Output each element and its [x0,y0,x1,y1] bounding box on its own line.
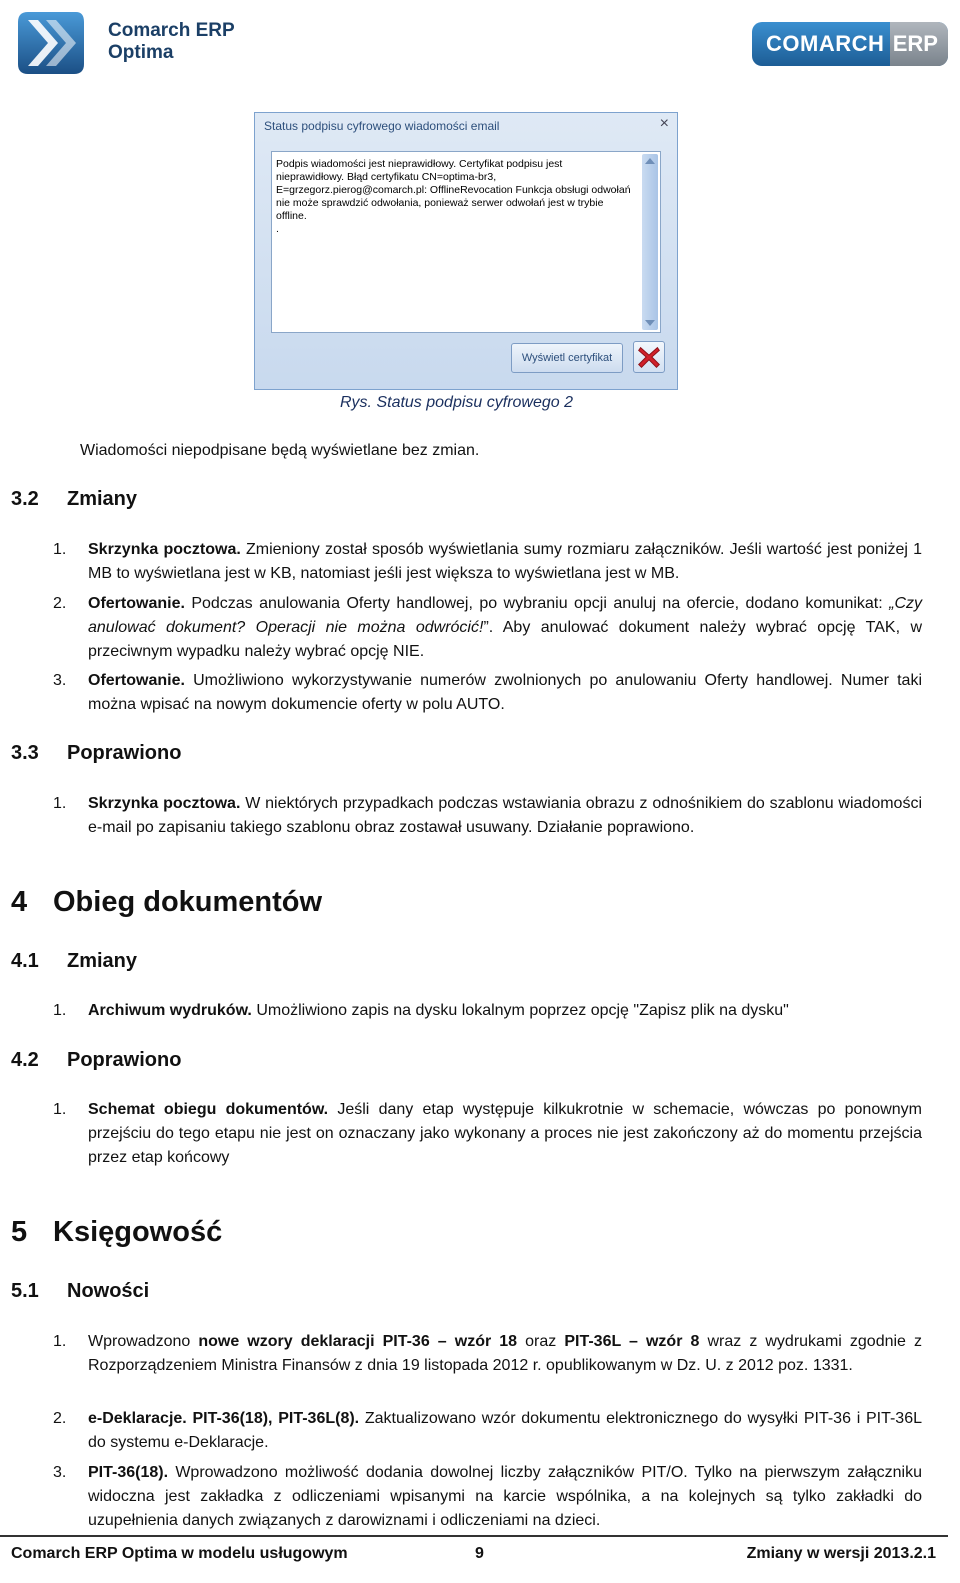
heading-5 [11,1216,223,1249]
list-item-lead: Skrzynka pocztowa. [88,795,241,812]
heading-number: 4.1 [11,950,39,972]
heading-title: Obieg dokumentów [53,886,323,918]
heading-4 [11,886,323,919]
dialog-message-box [271,151,661,333]
list-item-lead: Ofertowanie. [88,672,185,689]
footer-page-number: 9 [475,1545,484,1562]
scroll-down-icon[interactable] [645,320,655,326]
heading-title: Zmiany [67,950,138,972]
heading-title: Zmiany [67,488,138,510]
cancel-button[interactable] [633,341,665,373]
list-number: 1. [53,795,67,812]
list-item-lead: e-Deklaracje. PIT-36(18), PIT-36L(8). [88,1410,360,1427]
footer-right: Zmiany w wersji 2013.2.1 [746,1545,936,1562]
list-number: 2. [53,1410,67,1427]
list-item-lead: Ofertowanie. [88,595,185,612]
comarch-erp-optima-logo [14,8,254,78]
logo-text [108,20,235,64]
heading-number: 4 [11,886,28,918]
list-number: 3. [53,1464,67,1481]
logo-erp-text: ERP [892,31,938,56]
comarch-erp-logo [752,22,948,66]
signature-status-dialog [254,112,678,390]
list-number: 2. [53,595,67,612]
list-item-lead: PIT-36(18). [88,1464,169,1481]
heading-3-2 [11,488,138,511]
list-number: 3. [53,672,67,689]
heading-title: Poprawiono [67,1049,182,1071]
heading-title: Poprawiono [67,742,182,764]
logo-line-2: Optima [108,42,174,63]
heading-number: 5 [11,1216,28,1248]
optima-logo-icon [14,8,86,78]
list-number: 1. [53,1002,67,1019]
list-item-text: Zaktualizowano wzór dokumentu elektronicznego do wysyłki PIT-36 i PIT-36L do systemu e-Deklaracje. [88,1410,923,1451]
list-item-text: Wprowadzono możliwość dodania dowolnej liczby załączników PIT/O. Tylko na pierwszym załączniku widoczna jest zakładka z odliczeniami wpisanymi na karcie wspólnika, a na kolejnych są tylko zakładki do uzupełnienia danych związanych z darowiznami i odliczeniami na dzieci. [88,1464,922,1529]
list-number: 1. [53,1101,67,1118]
list-item-bold: nowe wzory deklaracji PIT-36 – wzór 18 [198,1333,518,1350]
footer-left: Comarch ERP Optima w modelu usługowym [11,1545,348,1562]
list-item-text: Jeśli dany etap występuje kilkukrotnie w schemacie, wówczas po ponownym przejściu do tego etapu nie jest on oznaczany jako wykonany a proces nie jest zakończony aż do momentu przejścia przez etap końcowy [88,1101,922,1166]
show-certificate-button[interactable]: Wyświetl certyfikat [511,343,623,373]
heading-4-1 [11,950,138,973]
list-item-lead: Schemat obiegu dokumentów. [88,1101,329,1118]
list-item-text: Zmieniony został sposób wyświetlania sumy rozmiaru załączników. Jeśli wartość jest poniżej 1 MB to wyświetlana jest w KB, natomiast jeśli jest większa to wyświetlana jest w MB. [88,541,923,582]
heading-title: Nowości [67,1280,150,1302]
heading-4-2 [11,1049,182,1072]
logo-line-1: Comarch ERP [108,20,235,41]
list-number: 1. [53,1333,67,1350]
list-item-lead: Skrzynka pocztowa. [88,541,241,558]
list-item-quote: „Czy anulować dokument? Operacji nie można odwrócić! [88,595,922,636]
list-item-lead: Archiwum wydruków. [88,1002,252,1019]
list-item-text: W niektórych przypadkach podczas wstawiania obrazu z odnośnikiem do szablonu wiadomości e-mail po zapisaniu takiego szablonu obraz zostawał usuwany. Działanie poprawiono. [88,795,923,836]
heading-3-3 [11,742,182,765]
heading-5-1 [11,1280,150,1303]
list-item-text: ”. Aby anulować dokument należy wybrać opcję TAK, w przeciwnym wypadku należy wybrać opcję NIE. [88,619,922,660]
list-item-text: Podczas anulowania Oferty handlowej, po wybraniu opcji anuluj na ofercie, dodano komunikat: [184,595,890,612]
list-item-text: oraz [517,1333,565,1350]
list-item-text: Wprowadzono [88,1333,199,1350]
logo-comarch-text: COMARCH [766,31,885,56]
heading-number: 4.2 [11,1049,39,1071]
red-x-icon [634,342,664,372]
heading-title: Księgowość [53,1216,223,1248]
scroll-up-icon[interactable] [645,158,655,164]
list-item-text: Umożliwiono zapis na dysku lokalnym poprzez opcję "Zapisz plik na dysku" [251,1002,789,1019]
list-item-text: wraz z wydrukami zgodnie z Rozporządzeniem Ministra Finansów z dnia 19 listopada 2012 r. opublikowanym w Dz. U. z 2012 poz. 1331. [88,1333,923,1374]
heading-number: 3.2 [11,488,39,510]
close-icon[interactable]: × [659,115,669,132]
heading-number: 3.3 [11,742,39,764]
list-number: 1. [53,541,67,558]
dialog-scrollbar[interactable] [642,154,658,330]
dialog-title: Status podpisu cyfrowego wiadomości email [264,119,500,133]
footer-divider [0,1535,948,1537]
intro-text: Wiadomości niepodpisane będą wyświetlane bez zmian. [80,442,480,459]
dialog-message: Podpis wiadomości jest nieprawidłowy. Certyfikat podpisu jest nieprawidłowy. Błąd certyfikatu CN=optima-br3, E=grzegorz.pierog@comarch.pl: OfflineRevocation Funkcja obsługi odwołań nie może sprawdzić odwołania, ponieważ serwer odwołań jest w trybie offline. . [276,158,631,235]
heading-number: 5.1 [11,1280,39,1302]
figure-caption: Rys. Status podpisu cyfrowego 2 [340,394,574,411]
list-item-text: Umożliwiono wykorzystywanie numerów zwolnionych po anulowaniu Oferty handlowej. Numer taki można wpisać na nowym dokumencie oferty w polu AUTO. [88,672,922,713]
list-item-bold: PIT-36L – wzór 8 [564,1333,700,1350]
